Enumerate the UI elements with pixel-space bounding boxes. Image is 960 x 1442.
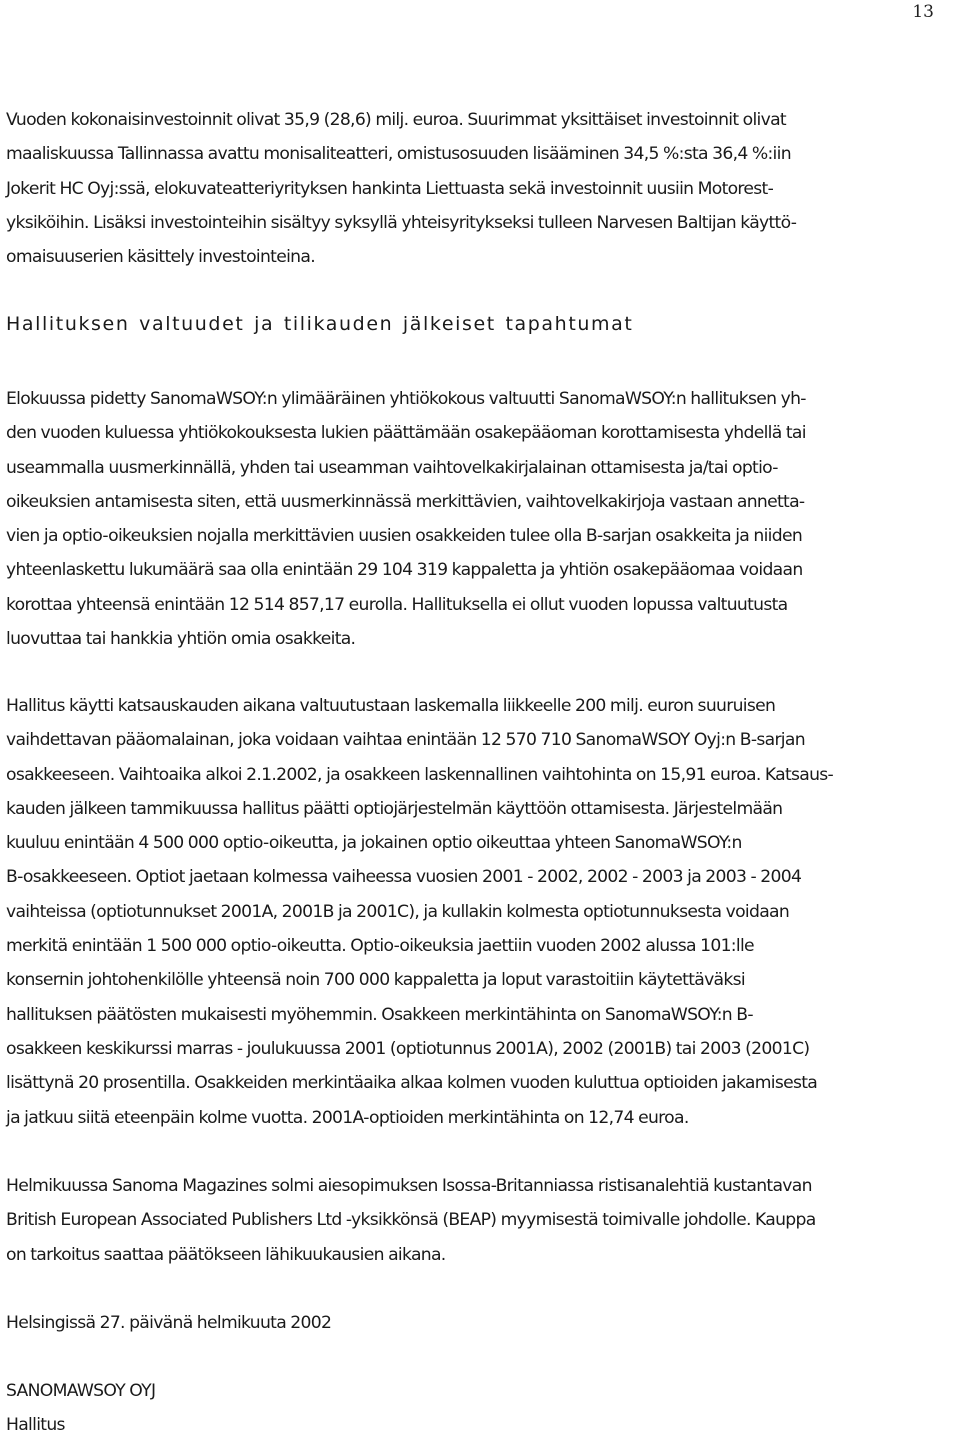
- signature-block: SANOMAWSOY OYJ Hallitus: [6, 1381, 156, 1435]
- page-number: 13: [912, 2, 934, 22]
- paragraph-authorization: Elokuussa pidetty SanomaWSOY:n ylimääräinen yhtiökokous valtuutti SanomaWSOY:n hallituksen yh- den vuoden kuluessa yhtiökokouksesta lukien päättämään osakepääoman korottamisesta yhdellä tai useammalla uusmerkinnällä, yhden tai useamman vaihtovelkakirjalainan ottamisesta ja/tai optio- oikeuksien antamisesta siten, että uusmerkinnässä merkittävien, vaihtovelkakirjoja vastaan annetta- vien ja optio-oikeuksien nojalla merkittävien uusien osakkeiden tulee olla B-sarjan osakkeita ja niiden yhteenlaskettu lukumäärä saa olla enintään 29 104 319 kappaletta ja yhtiön osakepääomaa voidaan korottaa yhteensä enintään 12 514 857,17 eurolla. Hallituksella ei ollut vuoden lopussa valtuutusta luovuttaa tai hankkia yhtiön omia osakkeita.: [6, 389, 806, 650]
- paragraph-investments: Vuoden kokonaisinvestoinnit olivat 35,9 (28,6) milj. euroa. Suurimmat yksittäiset investoinnit olivat maaliskuussa Tallinnassa avattu monisaliteatteri, omistusosuuden lisääminen 34,5 %:sta 36,4 %:iin Jokerit HC Oyj:ssä, elokuvateatteriyrityksen hankinta Liettuasta sekä investoinnit uusiin Motorest- yksiköihin. Lisäksi investointeihin sisältyy syksyllä yhteisyritykseksi tulleen Narvesen Baltijan käyttö- omaisuuserien käsittely investointeina.: [6, 110, 797, 268]
- paragraph-board-usage: Hallitus käytti katsauskauden aikana valtuutustaan laskemalla liikkeelle 200 milj. euron suuruisen vaihdettavan pääomalainan, joka voidaan vaihtaa enintään 12 570 710 SanomaWSOY Oyj:n B-sarjan osakkeeseen. Vaihtoaika alkoi 2.1.2002, ja osakkeen laskennallinen vaihtohinta on 15,91 euroa. Katsaus- kauden jälkeen tammikuussa hallitus päätti optiojärjestelmän käyttöön ottamisesta. Järjestelmään kuuluu enintään 4 500 000 optio-oikeutta, ja jokainen optio oikeuttaa yhteen SanomaWSOY:n B-osakkeeseen. Optiot jaetaan kolmessa vaiheessa vuosien 2001 - 2002, 2002 - 2003 ja 2003 - 2004 vaihteissa (optiotunnukset 2001A, 2001B ja 2001C), ja kullakin kolmesta optiotunnuksesta voidaan merkitä enintään 1 500 000 optio-oikeutta. Optio-oikeuksia jaettiin vuoden 2002 alussa 101:lle konsernin johtohenkilölle yhteensä noin 700 000 kappaletta ja loput varastoitiin käytettäväksi hallituksen päätösten mukaisesti myöhemmin. Osakkeen merkintähinta on SanomaWSOY:n B- osakkeen keskikurssi marras - joulukuussa 2001 (optiotunnus 2001A), 2002 (2001B) tai 2003 (2001C) lisättynä 20 prosentilla. Osakkeiden merkintäaika alkaa kolmen vuoden kuluttua optioiden jakamisesta ja jatkuu siitä eteenpäin kolme vuotta. 2001A-optioiden merkintähinta on 12,74 euroa.: [6, 696, 834, 1128]
- place-date: Helsingissä 27. päivänä helmikuuta 2002: [6, 1313, 332, 1333]
- section-heading: Hallituksen valtuudet ja tilikauden jälkeiset tapahtumat: [6, 313, 634, 335]
- paragraph-magazines: Helmikuussa Sanoma Magazines solmi aiesopimuksen Isossa-Britanniassa ristisanalehtiä kustantavan British European Associated Publishers Ltd -yksikkönsä (BEAP) myymisestä toimivalle johdolle. Kauppa on tarkoitus saattaa päätökseen lähikuukausien aikana.: [6, 1176, 816, 1265]
